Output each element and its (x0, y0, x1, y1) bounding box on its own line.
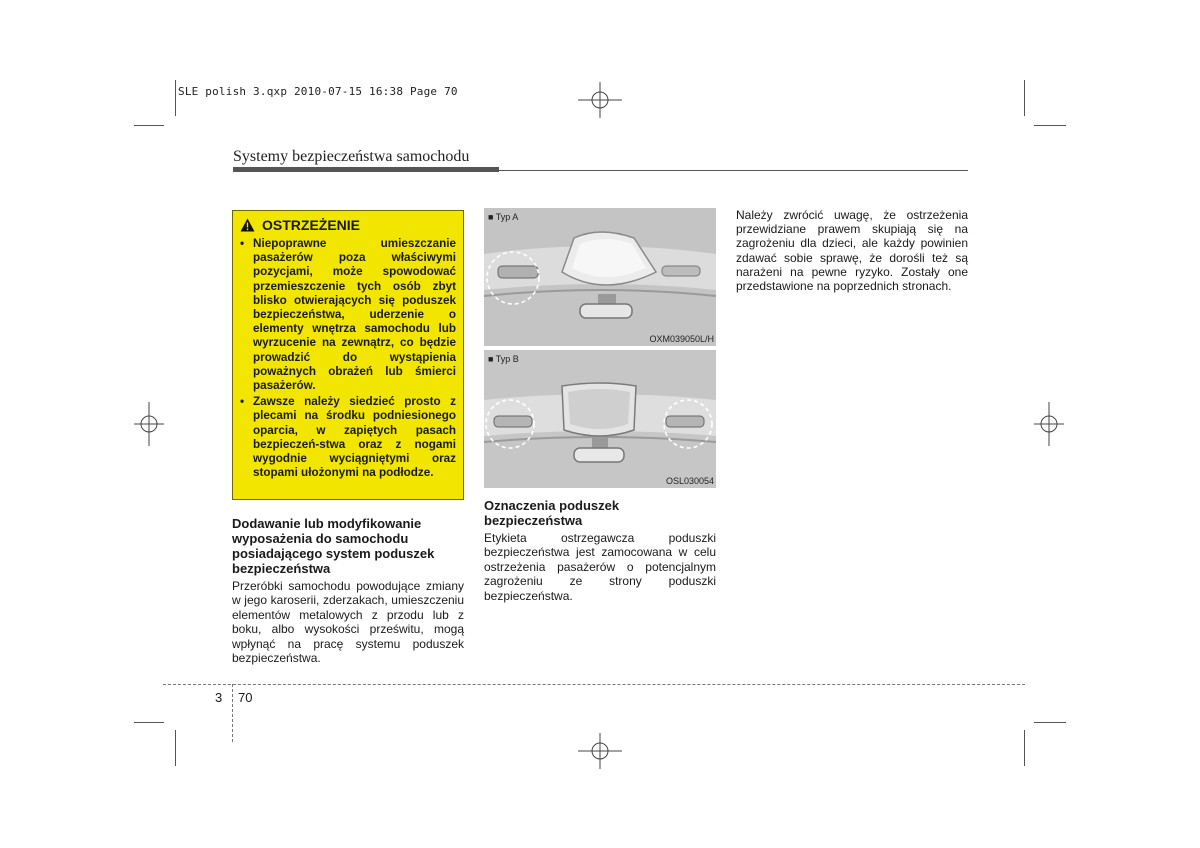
crop-mark-icon (1034, 722, 1066, 723)
print-slug: SLE polish 3.qxp 2010-07-15 16:38 Page 70 (178, 85, 458, 98)
crop-mark-icon (1024, 80, 1025, 116)
warning-title (240, 217, 456, 233)
warning-box (232, 210, 464, 500)
crop-mark-icon (1024, 730, 1025, 766)
figure-label: ■ Typ B (488, 354, 519, 364)
crop-mark-icon (1034, 125, 1066, 126)
figure-code: OXM039050L/H (649, 334, 714, 344)
section-heading-airbag-labels: Oznaczenia poduszek bezpieczeństwa (484, 498, 620, 528)
section-body-legal-warnings: Należy zwrócić uwagę, że ostrzeżenia przewidziane prawem skupiają się na zagrożeniu dla dzieci, ale każdy powinien zdawać sobie sprawę, że dorośli też są narażeni na pewne ryzyko. Zostały one przedstawione na poprzednich stronach. (736, 208, 968, 294)
page-number: 70 (238, 690, 253, 705)
figure-type-a (484, 208, 716, 346)
header-rule-accent (233, 167, 499, 172)
crop-mark-icon (175, 80, 176, 116)
figure-code: OSL030054 (665, 476, 714, 486)
figure-type-b (484, 350, 716, 488)
warning-item-text: Zawsze należy siedzieć prosto z plecami na środku podniesionego oparcia, w zapiętych pasach bezpieczeń-stwa oraz z nogami wygodnie wyciągniętymi oraz stopami ułożonymi na podłodze. (253, 395, 456, 480)
warning-triangle-icon (240, 218, 255, 232)
headliner-illustration-a (484, 208, 716, 346)
crop-mark-icon (175, 730, 176, 766)
registration-mark-icon (578, 82, 622, 118)
crop-mark-icon (134, 722, 164, 723)
registration-mark-icon (578, 733, 622, 769)
crop-mark-icon (134, 125, 164, 126)
footer-divider (232, 684, 233, 742)
registration-mark-icon (134, 402, 164, 446)
page-section-number: 3 (215, 690, 223, 705)
warning-list (240, 237, 456, 480)
bullet-icon: • (240, 395, 245, 409)
figure-label: ■ Typ A (488, 212, 519, 222)
footer-dotted-rule (163, 684, 1025, 685)
section-body-modifications: Przeróbki samochodu powodujące zmiany w jego karoserii, zderzakach, umieszczeniu elementów metalowych z przodu lub z boku, albo wysokości prześwitu, mogą wpłynąć na pracę systemu poduszek bezpieczeństwa. (232, 579, 464, 666)
section-heading-modifications: Dodawanie lub modyfikowanie wyposażenia do samochodu posiadającego system poduszek bezpieczeństwa (232, 516, 435, 576)
warning-title-text: OSTRZEŻENIE (262, 217, 361, 233)
section-body-airbag-labels: Etykieta ostrzegawcza poduszki bezpieczeństwa jest zamocowana w celu ostrzeżenia pasażerów o potencjalnym zagrożeniu ze strony poduszki bezpieczeństwa. (484, 531, 716, 603)
headliner-illustration-b (484, 350, 716, 488)
running-header-title: Systemy bezpieczeństwa samochodu (233, 148, 470, 165)
warning-item-text: Niepoprawne umieszczanie pasażerów poza właściwymi pozycjami, może spowodować przemieszczenie tych osób zbyt blisko otwierających się poduszek bezpieczeństwa, uderzenie o elementy wnętrza samochodu lub wyrzucenie na zewnątrz, co będzie prowadzić do wystąpienia poważnych obrażeń lub śmierci pasażerów. (253, 237, 456, 393)
bullet-icon: • (240, 237, 245, 250)
warning-item (240, 237, 456, 393)
registration-mark-icon (1034, 402, 1064, 446)
warning-item (240, 395, 456, 480)
